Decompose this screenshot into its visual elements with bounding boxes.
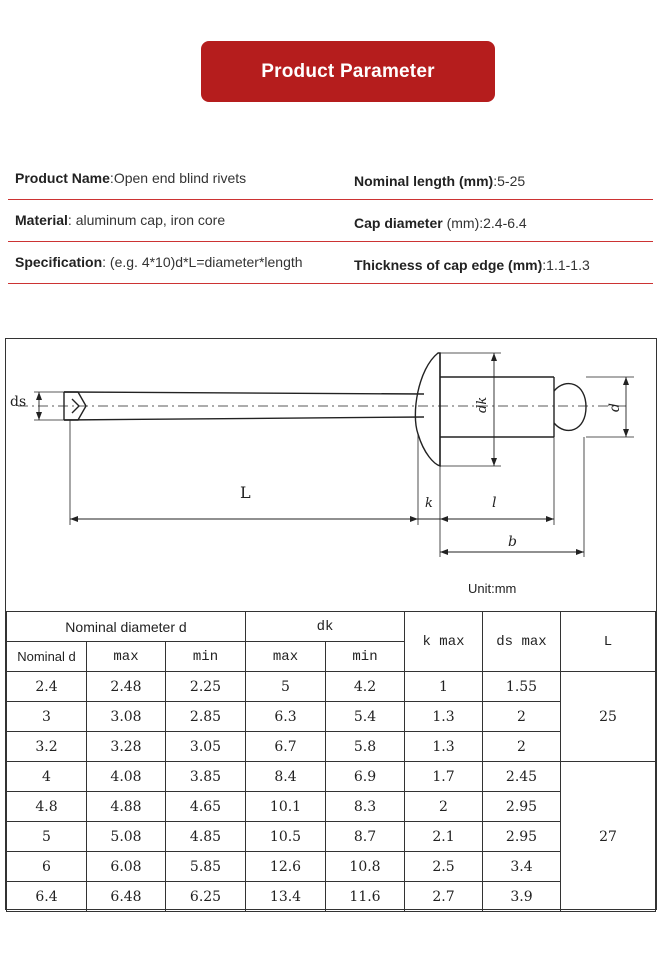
cell-d: 5: [7, 822, 87, 852]
mandrel-bottom-line: [64, 417, 424, 420]
cell-d-max: 3.08: [87, 702, 166, 732]
header-dk: dk: [246, 612, 405, 642]
cell-d-max: 5.08: [87, 822, 166, 852]
spec-specification: Specification: (e.g. 4*10)d*L=diameter*length: [15, 254, 303, 270]
cell-L-group-1: 25: [561, 672, 656, 762]
cell-k-max: 2.5: [405, 852, 483, 882]
cell-d-min: 2.25: [166, 672, 246, 702]
spec-material: Material: aluminum cap, iron core: [15, 212, 226, 228]
cell-dk-min: 6.9: [326, 762, 405, 792]
header-dk-min: min: [326, 642, 405, 672]
cell-dk-max: 6.7: [246, 732, 326, 762]
cell-dk-max: 10.1: [246, 792, 326, 822]
rivet-diagram: [6, 339, 655, 611]
label-b: b: [508, 534, 517, 550]
cell-d: 6: [7, 852, 87, 882]
cell-k-max: 1: [405, 672, 483, 702]
cell-dk-max: 13.4: [246, 882, 326, 912]
cell-dk-min: 4.2: [326, 672, 405, 702]
label-d: d: [607, 403, 623, 412]
header-dk-max: max: [246, 642, 326, 672]
cell-d: 4: [7, 762, 87, 792]
cell-k-max: 1.3: [405, 732, 483, 762]
page-title-banner: [201, 41, 495, 102]
mandrel-top-line: [64, 392, 424, 394]
cell-d: 2.4: [7, 672, 87, 702]
cell-ds-max: 3.4: [483, 852, 561, 882]
cell-dk-max: 10.5: [246, 822, 326, 852]
spec-list: [8, 158, 653, 284]
rivet-cap: [415, 353, 440, 466]
table-row: [7, 852, 656, 882]
cell-d-max: 4.08: [87, 762, 166, 792]
table-row: [7, 702, 656, 732]
cell-d-max: 6.48: [87, 882, 166, 912]
cell-dk-max: 6.3: [246, 702, 326, 732]
table-row: [7, 822, 656, 852]
spec-nominal-length: Nominal length (mm):5-25: [354, 173, 526, 189]
cell-dk-min: 10.8: [326, 852, 405, 882]
cell-ds-max: 2: [483, 702, 561, 732]
spec-row: [8, 242, 653, 284]
spec-cap-diameter: Cap diameter (mm):2.4-6.4: [354, 215, 527, 231]
cell-ds-max: 3.9: [483, 882, 561, 912]
rivet-figure: [5, 338, 657, 910]
page-title: Product Parameter: [261, 60, 435, 82]
cell-k-max: 1.3: [405, 702, 483, 732]
label-ds: ds: [10, 394, 27, 410]
table-row: [7, 882, 656, 912]
cell-k-max: 2: [405, 792, 483, 822]
spec-row: [8, 200, 653, 242]
header-nominal-diameter: Nominal diameter d: [7, 612, 246, 642]
cell-d-min: 5.85: [166, 852, 246, 882]
cell-ds-max: 2: [483, 732, 561, 762]
cell-dk-min: 8.7: [326, 822, 405, 852]
header-d-min: min: [166, 642, 246, 672]
table-row: [7, 732, 656, 762]
table-row: [7, 672, 656, 702]
cell-dk-max: 5: [246, 672, 326, 702]
cell-d-min: 6.25: [166, 882, 246, 912]
cell-d: 4.8: [7, 792, 87, 822]
label-l: l: [492, 495, 497, 511]
spec-row: [8, 158, 653, 200]
cell-d: 6.4: [7, 882, 87, 912]
cell-d-max: 6.08: [87, 852, 166, 882]
cell-d-min: 4.65: [166, 792, 246, 822]
header-k-max: k max: [405, 612, 483, 672]
header-L: L: [561, 612, 656, 672]
unit-label: Unit:mm: [468, 581, 517, 596]
spec-cap-edge-thickness: Thickness of cap edge (mm):1.1-1.3: [354, 257, 590, 273]
cell-d-min: 3.85: [166, 762, 246, 792]
cell-d: 3.2: [7, 732, 87, 762]
cell-k-max: 1.7: [405, 762, 483, 792]
cell-d-min: 4.85: [166, 822, 246, 852]
cell-d: 3: [7, 702, 87, 732]
cell-dk-min: 5.8: [326, 732, 405, 762]
cell-k-max: 2.7: [405, 882, 483, 912]
header-nominal-d: Nominal d: [7, 642, 87, 672]
header-d-max: max: [87, 642, 166, 672]
cell-d-max: 2.48: [87, 672, 166, 702]
label-L: L: [240, 483, 251, 502]
cell-ds-max: 2.45: [483, 762, 561, 792]
label-k: k: [425, 496, 433, 511]
label-dk: dk: [475, 396, 490, 413]
spec-product-name: Product Name:Open end blind rivets: [15, 170, 247, 186]
cell-L-group-2: 27: [561, 762, 656, 912]
cell-dk-max: 8.4: [246, 762, 326, 792]
cell-d-min: 3.05: [166, 732, 246, 762]
cell-ds-max: 2.95: [483, 822, 561, 852]
mandrel-head: [554, 384, 586, 431]
cell-d-max: 4.88: [87, 792, 166, 822]
cell-dk-min: 11.6: [326, 882, 405, 912]
table-header-row: [7, 612, 656, 642]
cell-d-max: 3.28: [87, 732, 166, 762]
cell-ds-max: 2.95: [483, 792, 561, 822]
header-ds-max: ds max: [483, 612, 561, 672]
cell-k-max: 2.1: [405, 822, 483, 852]
cell-ds-max: 1.55: [483, 672, 561, 702]
cell-dk-min: 5.4: [326, 702, 405, 732]
table-row: [7, 792, 656, 822]
cell-dk-max: 12.6: [246, 852, 326, 882]
cell-dk-min: 8.3: [326, 792, 405, 822]
table-row: [7, 762, 656, 792]
cell-d-min: 2.85: [166, 702, 246, 732]
parameter-table: [6, 611, 656, 912]
